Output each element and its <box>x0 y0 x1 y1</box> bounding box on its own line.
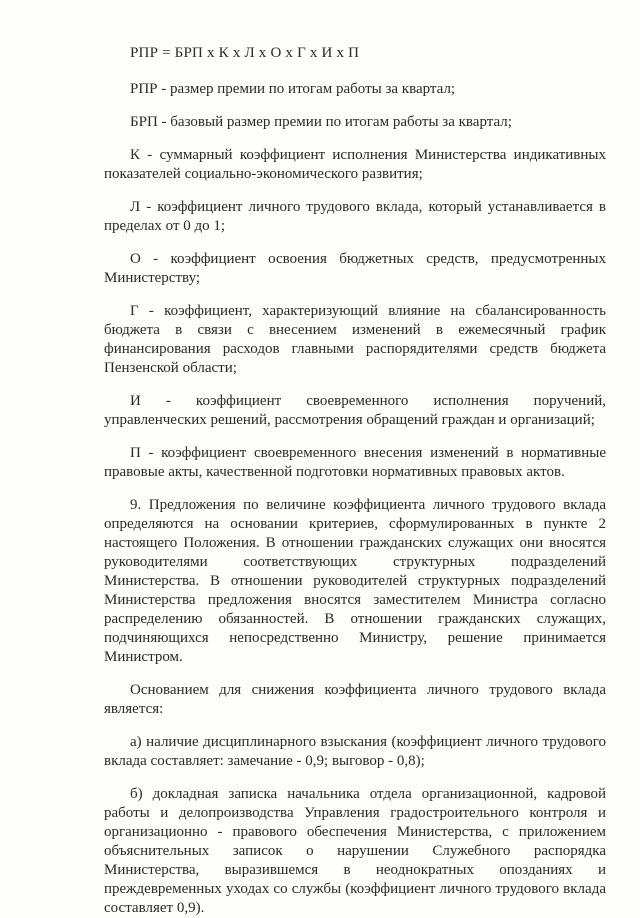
paragraph-p: П - коэффициент своевременного внесения изменений в нормативные правовые акты, качественной подготовки нормативных правовых актов. <box>104 445 606 480</box>
paragraph-i: И - коэффициент своевременного исполнения поручений, управленческих решений, рассмотрения обращений граждан и организаций; <box>104 393 606 428</box>
paragraph-k: К - суммарный коэффициент исполнения Министерства индикативных показателей социально-экономического развития; <box>104 147 606 182</box>
bonus-formula: РПР = БРП х К х Л х О х Г х И х П <box>130 45 360 61</box>
paragraph-brp: БРП - базовый размер премии по итогам работы за квартал; <box>130 114 512 130</box>
paragraph-basis: Основанием для снижения коэффициента личного трудового вклада является: <box>104 682 606 717</box>
paragraph-a: а) наличие дисциплинарного взыскания (коэффициент личного трудового вклада составляет: замечание - 0,9; выговор - 0,8); <box>104 734 606 769</box>
paragraph-o: О - коэффициент освоения бюджетных средств, предусмотренных Министерству; <box>104 251 606 286</box>
paragraph-g: Г - коэффициент, характеризующий влияние на сбалансированность бюджета в связи с внесением изменений в ежемесячный график финансирования расходов главными распорядителями средств бюджета Пензенской области; <box>104 303 606 376</box>
paragraph-9: 9. Предложения по величине коэффициента личного трудового вклада определяются на основании критериев, сформулированных в пункте 2 настоящего Положения. В отношении гражданских служащих они вносятся руководителями соответствующих структурных подразделений Министерства. В отношении руководителей структурных подразделений Министерства предложения вносятся заместителем Министра согласно распределению обязанностей. В отношении гражданских служащих, подчиняющихся непосредственно Министру, решение принимается Министром. <box>104 497 606 665</box>
paragraph-l: Л - коэффициент личного трудового вклада, который устанавливается в пределах от 0 до 1; <box>104 199 606 234</box>
paragraph-rpr: РПР - размер премии по итогам работы за квартал; <box>130 81 456 97</box>
paragraph-b: б) докладная записка начальника отдела организационной, кадровой работы и делопроизводства Управления градостроительного контроля и организационно - правового обеспечения Министерства, с приложением объяснительных записок о нарушении Служебного распорядка Министерства, выразившемся в неоднократных опозданиях и преждевременных уходах со службы (коэффициент личного трудового вклада составляет 0,9). <box>104 786 606 916</box>
